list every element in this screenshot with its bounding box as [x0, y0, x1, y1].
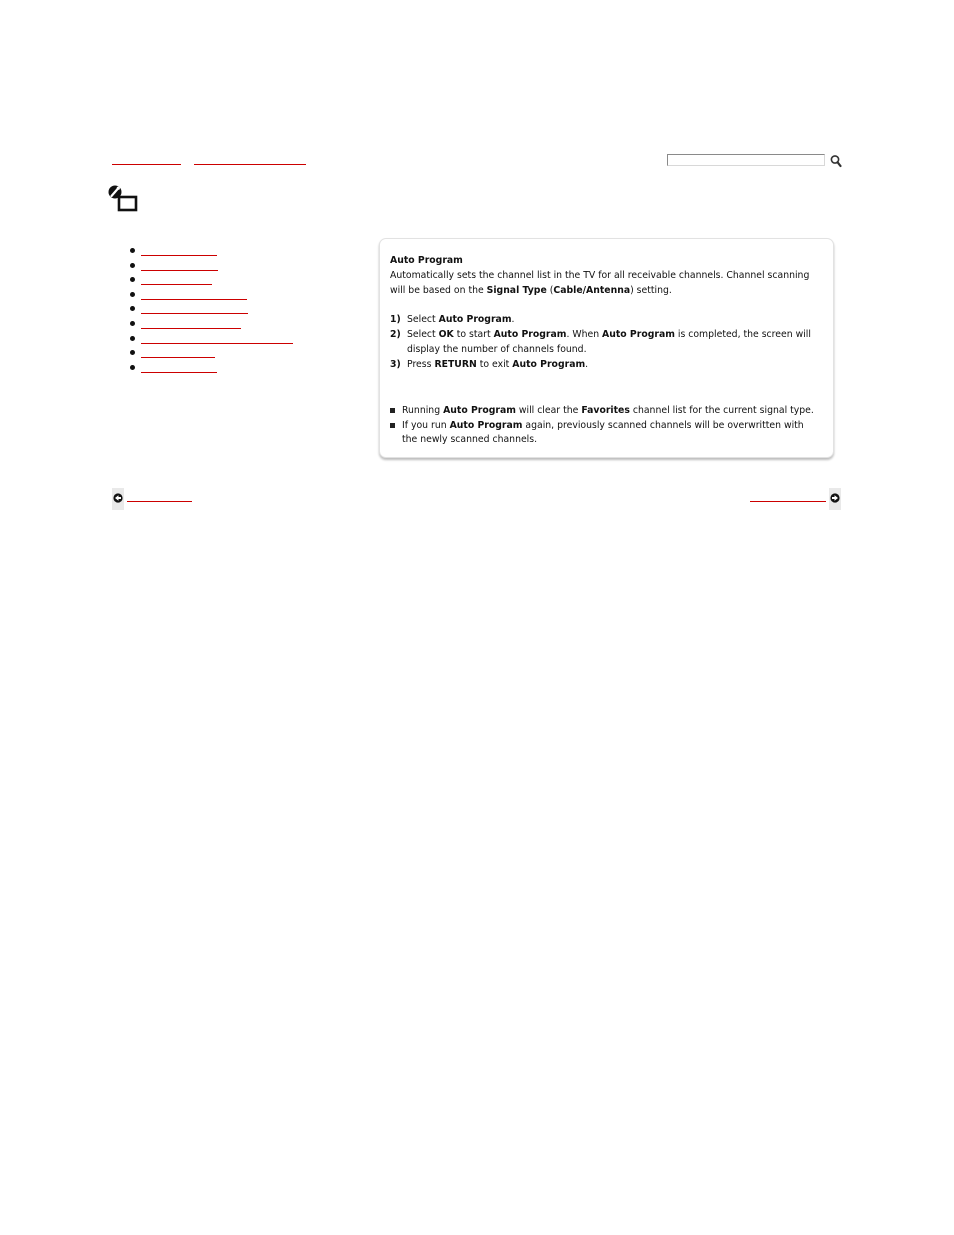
topic-link[interactable] — [141, 318, 241, 329]
previous-page-link[interactable] — [127, 491, 192, 502]
menu-name: Auto Program — [438, 314, 512, 325]
text: will clear the — [515, 405, 582, 416]
menu-name: Auto Program — [443, 405, 516, 416]
topic-link[interactable] — [141, 289, 247, 300]
topic-link[interactable] — [141, 362, 217, 373]
description-line: Automatically sets the channel list in the TV for all receivable channels. Channel scanning — [390, 270, 810, 281]
next-page-button[interactable] — [829, 488, 841, 510]
text: Select — [407, 329, 439, 340]
setting-name: Signal Type — [486, 285, 547, 296]
topic-link[interactable] — [141, 260, 218, 271]
text: . — [511, 314, 515, 325]
search-button[interactable] — [830, 153, 842, 167]
step-number: 3) — [390, 359, 401, 370]
topic-link[interactable] — [141, 245, 217, 256]
text: Running — [402, 405, 444, 416]
settings-icon — [106, 184, 140, 214]
button-name: OK — [438, 329, 454, 340]
menu-name: Auto Program — [602, 329, 675, 340]
bullet — [130, 336, 135, 341]
bullet — [130, 248, 135, 253]
text: . When — [566, 329, 603, 340]
step-number: 2) — [390, 329, 401, 340]
text: will be based on the — [390, 285, 487, 296]
list-name: Favorites — [581, 405, 630, 416]
note-1 — [402, 403, 814, 418]
step-1 — [390, 312, 514, 327]
text: to exit — [476, 359, 513, 370]
note-bullet — [390, 408, 395, 413]
bullet — [130, 277, 135, 282]
step-2 — [390, 327, 811, 342]
text: channel list for the current signal type. — [629, 405, 814, 416]
arrow-left-icon — [113, 493, 123, 503]
text: ) setting. — [630, 285, 672, 296]
topic-link[interactable] — [141, 347, 215, 358]
setting-value: Cable/Antenna — [553, 285, 631, 296]
menu-name: Auto Program — [449, 420, 523, 431]
bullet — [130, 306, 135, 311]
text: again, previously scanned channels will be overwritten with — [522, 420, 804, 431]
bullet — [130, 321, 135, 326]
breadcrumb-link-section[interactable] — [194, 154, 306, 165]
text: to start — [453, 329, 494, 340]
bullet — [130, 292, 135, 297]
search-input[interactable] — [667, 154, 825, 166]
next-page-link[interactable] — [750, 491, 826, 502]
menu-name: Auto Program — [512, 359, 586, 370]
step-2-continuation: display the number of channels found. — [407, 344, 587, 355]
topic-link[interactable] — [141, 274, 212, 285]
menu-name: Auto Program — [493, 329, 567, 340]
bullet — [130, 365, 135, 370]
step-3 — [390, 357, 588, 372]
text: is completed, the screen will — [674, 329, 811, 340]
step-number: 1) — [390, 314, 401, 325]
note-2-continuation: the newly scanned channels. — [402, 434, 538, 445]
arrow-right-icon — [830, 493, 840, 503]
topic-link[interactable] — [141, 303, 248, 314]
topic-link[interactable] — [141, 333, 293, 344]
text: . — [585, 359, 589, 370]
bullet — [130, 263, 135, 268]
previous-page-button[interactable] — [112, 488, 124, 510]
text: If you run — [402, 420, 450, 431]
breadcrumb-link-home[interactable] — [112, 154, 181, 165]
button-name: RETURN — [434, 359, 477, 370]
text: ( — [546, 285, 554, 296]
note-bullet — [390, 423, 395, 428]
section-title: Auto Program — [390, 255, 463, 266]
bullet — [130, 350, 135, 355]
text: Press — [407, 359, 435, 370]
text: Select — [407, 314, 439, 325]
search-icon — [830, 154, 842, 168]
description-line — [390, 283, 672, 298]
note-2 — [402, 418, 804, 433]
